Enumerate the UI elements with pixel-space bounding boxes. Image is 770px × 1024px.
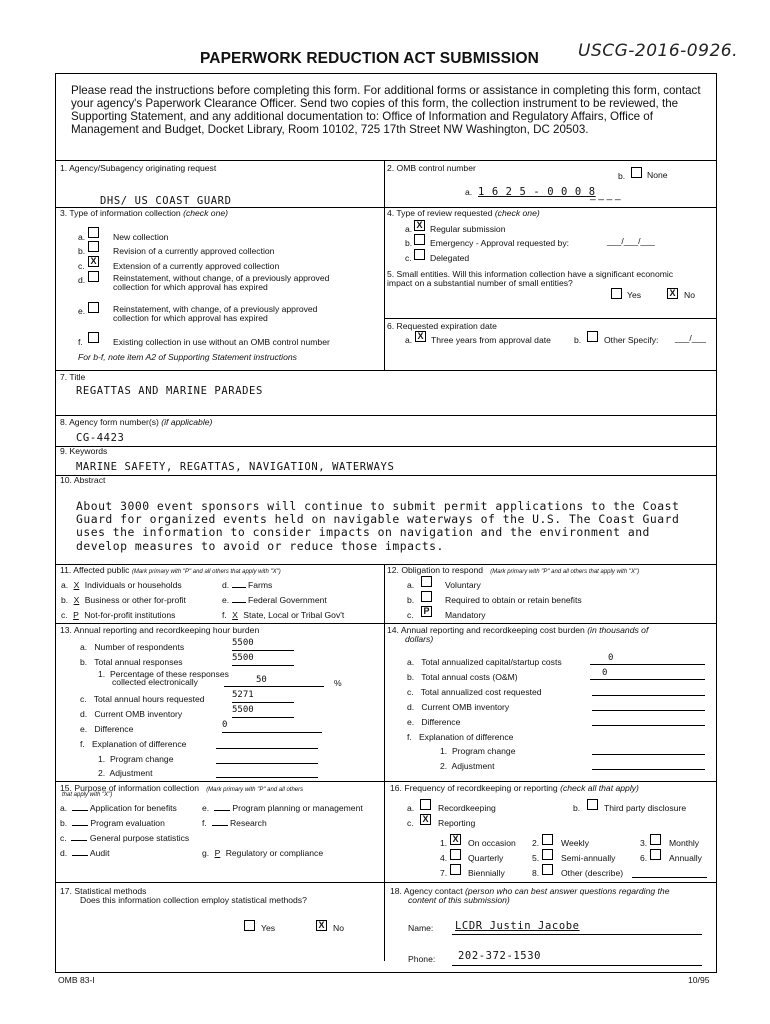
s15-label: 15. Purpose of information collection (Mark primary with "P" and all others <box>60 783 304 793</box>
existing-collection-checkbox[interactable] <box>88 332 99 343</box>
biennially-checkbox[interactable] <box>450 864 461 875</box>
s11-b: b. X Business or other for-profit <box>61 595 186 605</box>
statistical-yes-label: Yes <box>261 923 276 933</box>
reinstatement-with-change-checkbox[interactable] <box>88 302 99 313</box>
s13-b1: 1. Percentage of these responses <box>98 669 229 679</box>
three-years-label: Three years from approval date <box>431 335 551 345</box>
s16-b-letter: b. <box>573 803 581 813</box>
s3-a-letter: a. <box>78 232 86 242</box>
voluntary-checkbox[interactable] <box>421 576 432 587</box>
s13-a: a. Number of respondents <box>80 642 185 652</box>
s11-d: d. Farms <box>222 580 273 590</box>
s14-e: e. Difference <box>407 717 461 727</box>
s9-label: 9. Keywords <box>60 446 108 456</box>
freq-8-number: 8. <box>532 868 540 878</box>
freq-5-number: 5. <box>532 853 540 863</box>
three-years-checkbox[interactable]: X <box>415 331 426 342</box>
statistical-no-label: No <box>333 923 344 933</box>
extension-checkbox[interactable]: X <box>88 256 99 267</box>
s3-d-letter: d. <box>78 275 86 285</box>
reinstatement-without-change-checkbox[interactable] <box>88 271 99 282</box>
on-occasion-checkbox[interactable]: X <box>450 834 461 845</box>
reporting-checkbox[interactable]: X <box>420 814 431 825</box>
recordkeeping-checkbox[interactable] <box>420 799 431 810</box>
omb-number-blank: _ _ _ _ <box>590 190 621 201</box>
s14-f: f. Explanation of difference <box>407 732 514 742</box>
other-describe-label: Other (describe) <box>561 868 624 878</box>
s14-label-2: dollars) <box>405 634 434 644</box>
annual-costs-value: 0 <box>590 668 705 680</box>
reporting-label: Reporting <box>438 818 476 828</box>
s3-f-letter: f. <box>78 337 83 347</box>
on-occasion-label: On occasion <box>468 838 516 848</box>
s13-e: e. Difference <box>80 724 134 734</box>
s17-label: 17. Statistical methods <box>60 886 147 896</box>
title-value: REGATTAS AND MARINE PARADES <box>76 385 263 397</box>
s4-b-letter: b. <box>405 238 413 248</box>
s3-note: For b-f, note item A2 of Supporting Statement instructions <box>78 352 297 362</box>
s17-question: Does this information collection employ statistical methods? <box>80 895 307 905</box>
s13-d: d. Current OMB inventory <box>80 709 183 719</box>
s6-a-letter: a. <box>405 335 413 345</box>
s14-c: c. Total annualized cost requested <box>407 687 542 697</box>
s12-c-letter: c. <box>407 610 414 620</box>
handwritten-docket-reference: USCG-2016-0926. <box>578 41 738 61</box>
s2-a-letter: a. <box>465 187 473 197</box>
s5-label-1: 5. Small entities. Will this information collection have a significant economic <box>387 269 674 279</box>
new-collection-label: New collection <box>113 232 169 242</box>
reinstatement-with-change-label-2: collection for which approval has expired <box>113 313 268 323</box>
s15-note-2: that apply with "X") <box>62 792 113 798</box>
none-label: None <box>647 170 668 180</box>
s13-f1: 1. Program change <box>98 754 174 764</box>
keywords-value: MARINE SAFETY, REGATTAS, NAVIGATION, WATERWAYS <box>76 461 395 473</box>
s15-e: e. Program planning or management <box>202 803 363 813</box>
difference-value: 0 <box>222 720 322 733</box>
small-entities-yes-label: Yes <box>627 290 642 300</box>
s4-label: 4. Type of review requested (check one) <box>387 208 540 218</box>
delegated-label: Delegated <box>430 253 470 263</box>
omb-control-number: 1 6 2 5 - 0 0 0 8 <box>478 186 596 198</box>
s6-label: 6. Requested expiration date <box>387 321 497 331</box>
s3-e-letter: e. <box>78 306 86 316</box>
s8-label: 8. Agency form number(s) (if applicable) <box>60 417 213 427</box>
small-entities-yes-checkbox[interactable] <box>611 288 622 299</box>
s11-f: f. X State, Local or Tribal Gov't <box>222 610 345 620</box>
s6-b-letter: b. <box>574 335 582 345</box>
s10-label: 10. Abstract <box>60 475 106 485</box>
freq-6-number: 6. <box>640 853 648 863</box>
revision-label: Revision of a currently approved collection <box>113 246 275 256</box>
instructions: Please read the instructions before completing this form. For additional forms or assistance in completing this form, contact your agency's Paperwork Clearance Officer. Send two copies of this form, the collection instrument to be reviewed, the Supporting Statement, and any additional documentation to: Office of Information and Regulatory Affairs, Office of Management and Budget, Docket Library, Room 10102, 725 17th Street NW Washington, DC 20503. <box>71 84 701 136</box>
contact-phone-value: 202-372-1530 <box>458 950 542 962</box>
s2-label: 2. OMB control number <box>387 163 476 173</box>
s5-label-2: impact on a substantial number of small entities? <box>387 278 573 288</box>
s11-e: e. Federal Government <box>222 595 327 605</box>
hours-value: 5271 <box>232 690 294 703</box>
s18-label-2: content of this submission) <box>408 895 510 905</box>
contact-phone-label: Phone: <box>408 954 436 964</box>
mandatory-checkbox[interactable]: P <box>421 606 432 617</box>
freq-7-number: 7. <box>440 868 448 878</box>
voluntary-label: Voluntary <box>445 580 481 590</box>
mandatory-label: Mandatory <box>445 610 486 620</box>
emergency-checkbox[interactable] <box>414 234 425 245</box>
s15-f: f. Research <box>202 818 267 828</box>
contact-name-label: Name: <box>408 923 434 933</box>
other-specify-checkbox[interactable] <box>587 331 598 342</box>
s18-label: 18. Agency contact (person who can best answer questions regarding the <box>390 886 670 896</box>
emergency-label: Emergency - Approval requested by: <box>430 238 570 248</box>
required-benefits-label: Required to obtain or retain benefits <box>445 595 582 605</box>
s16-c-letter: c. <box>407 818 414 828</box>
freq-3-number: 3. <box>640 838 648 848</box>
contact-name-value: LCDR Justin Jacobe <box>455 920 580 932</box>
semi-annually-label: Semi-annually <box>561 853 616 863</box>
s16-label: 16. Frequency of recordkeeping or reporting (check all that apply) <box>390 783 639 793</box>
form-number: OMB 83-I <box>58 975 95 985</box>
reinstatement-with-change-label-1: Reinstatement, with change, of a previously approved <box>113 304 318 314</box>
emergency-date-blank: ___/___/___ <box>607 236 655 246</box>
other-describe-checkbox[interactable] <box>542 864 553 875</box>
electronic-percent-value: 50 <box>224 675 324 687</box>
biennially-label: Biennially <box>468 868 505 878</box>
s3-label: 3. Type of information collection (check one) <box>60 208 228 218</box>
small-entities-no-label: No <box>684 290 695 300</box>
s11-c: c. P Not-for-profit institutions <box>61 610 176 620</box>
weekly-label: Weekly <box>561 838 590 848</box>
annually-label: Annually <box>669 853 702 863</box>
s15-d: d. Audit <box>60 848 110 858</box>
abstract-value: About 3000 event sponsors will continue to submit permit applications to the Coast Guard for organized events held on navigable waterways of the U.S. The Coast Guard uses the information to consider impacts on navigation and the environment and develop measures to avoid or reduce those impacts. <box>76 499 680 553</box>
s7-label: 7. Title <box>60 372 86 382</box>
s1-label: 1. Agency/Subagency originating request <box>60 163 217 173</box>
s13-b: b. Total annual responses <box>80 657 183 667</box>
freq-2-number: 2. <box>532 838 540 848</box>
s15-c: c. General purpose statistics <box>60 833 190 843</box>
s12-a-letter: a. <box>407 580 415 590</box>
required-benefits-checkbox[interactable] <box>421 591 432 602</box>
other-date-blank: ___/___ <box>675 333 707 343</box>
s15-g: g. P Regulatory or compliance <box>202 848 324 858</box>
s13-f: f. Explanation of difference <box>80 739 187 749</box>
s13-f2: 2. Adjustment <box>98 768 153 778</box>
statistical-no-checkbox[interactable]: X <box>316 920 327 931</box>
weekly-checkbox[interactable] <box>542 834 553 845</box>
quarterly-checkbox[interactable] <box>450 849 461 860</box>
delegated-checkbox[interactable] <box>414 249 425 260</box>
s14-b: b. Total annual costs (O&M) <box>407 672 518 682</box>
s11-a: a. X Individuals or households <box>61 580 182 590</box>
s2-b-letter: b. <box>618 171 626 181</box>
s12-b-letter: b. <box>407 595 415 605</box>
regular-submission-label: Regular submission <box>430 224 506 234</box>
annually-checkbox[interactable] <box>650 849 661 860</box>
percent-sign: % <box>334 678 342 688</box>
s14-label: 14. Annual reporting and recordkeeping cost burden (in thousands of <box>387 625 649 635</box>
s15-a: a. Application for benefits <box>60 803 177 813</box>
s12-label: 12. Obligation to respond (Mark primary with "P" and all others that apply with "X") <box>387 565 640 575</box>
s14-a: a. Total annualized capital/startup costs <box>407 657 562 667</box>
reinstatement-without-change-label-1: Reinstatement, without change, of a previously approved <box>113 273 330 283</box>
s13-c: c. Total annual hours requested <box>80 694 205 704</box>
agency-value: DHS/ US COAST GUARD <box>100 195 232 207</box>
recordkeeping-label: Recordkeeping <box>438 803 496 813</box>
s14-f1: 1. Program change <box>440 746 516 756</box>
new-collection-checkbox[interactable] <box>88 227 99 238</box>
freq-4-number: 4. <box>440 853 448 863</box>
respondents-value: 5500 <box>232 638 294 651</box>
capital-costs-value: 0 <box>590 653 705 665</box>
s13-b1-line2: collected electronically <box>112 677 198 687</box>
form-date: 10/95 <box>688 975 710 985</box>
other-specify-label: Other Specify: <box>604 335 659 345</box>
statistical-yes-checkbox[interactable] <box>244 920 255 931</box>
extension-label: Extension of a currently approved collection <box>113 261 280 271</box>
regular-submission-checkbox[interactable]: X <box>414 220 425 231</box>
s11-label: 11. Affected public (Mark primary with "P" and all others that apply with "X") <box>60 565 281 575</box>
responses-value: 5500 <box>232 653 294 666</box>
third-party-label: Third party disclosure <box>604 803 687 813</box>
revision-checkbox[interactable] <box>88 241 99 252</box>
monthly-label: Monthly <box>669 838 700 848</box>
semi-annually-checkbox[interactable] <box>542 849 553 860</box>
s3-c-letter: c. <box>78 261 85 271</box>
s16-a-letter: a. <box>407 803 415 813</box>
agency-form-number: CG-4423 <box>76 432 125 444</box>
monthly-checkbox[interactable] <box>650 834 661 845</box>
s3-b-letter: b. <box>78 246 86 256</box>
s13-label: 13. Annual reporting and recordkeeping hour burden <box>60 625 260 635</box>
third-party-checkbox[interactable] <box>587 799 598 810</box>
page-title: PAPERWORK REDUCTION ACT SUBMISSION <box>200 50 539 67</box>
s4-a-letter: a. <box>405 224 413 234</box>
small-entities-no-checkbox[interactable]: X <box>667 288 678 299</box>
s14-d: d. Current OMB inventory <box>407 702 510 712</box>
s15-b: b. Program evaluation <box>60 818 165 828</box>
none-checkbox[interactable] <box>631 167 642 178</box>
existing-collection-label: Existing collection in use without an OMB control number <box>113 337 330 347</box>
omb-inventory-value: 5500 <box>232 705 294 718</box>
reinstatement-without-change-label-2: collection for which approval has expired <box>113 282 268 292</box>
quarterly-label: Quarterly <box>468 853 504 863</box>
s14-f2: 2. Adjustment <box>440 761 495 771</box>
freq-1-number: 1. <box>440 838 448 848</box>
s4-c-letter: c. <box>405 253 412 263</box>
